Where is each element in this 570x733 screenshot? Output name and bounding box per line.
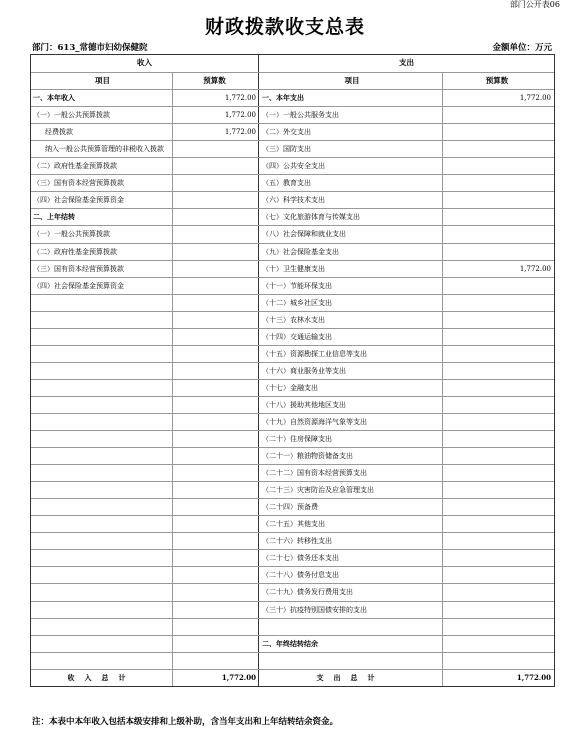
income-budget-cell: 1,772.00 [173, 124, 259, 140]
expense-budget-cell [443, 465, 554, 481]
income-item-cell: （二）政府性基金预算拨款 [31, 158, 173, 174]
income-item-cell [31, 567, 173, 583]
income-item-cell: 二、上年结转 [31, 209, 173, 225]
income-budget-cell [173, 261, 259, 277]
table-row [31, 277, 554, 294]
expense-budget-cell [443, 278, 554, 294]
table-row [31, 566, 554, 583]
expense-item-cell [259, 653, 443, 669]
table-row [31, 345, 554, 362]
expense-budget-cell [443, 431, 554, 447]
income-item-cell [31, 482, 173, 498]
expense-budget-cell [443, 124, 554, 140]
table-row [31, 498, 554, 515]
income-budget-header: 预算数 [173, 73, 259, 89]
expense-budget-cell [443, 653, 554, 669]
income-budget-cell [173, 312, 259, 328]
expense-budget-cell [443, 482, 554, 498]
table-row [31, 311, 554, 328]
expense-item-cell: （四）公共安全支出 [259, 158, 443, 174]
income-item-cell: （一）一般公共预算拨款 [31, 107, 173, 123]
expense-budget-cell [443, 192, 554, 208]
column-header-row [31, 72, 554, 89]
table-row [31, 208, 554, 225]
expense-item-cell: （二十）住房保障支出 [259, 431, 443, 447]
expense-item-cell: （二十五）其他支出 [259, 516, 443, 532]
expense-item-cell: 一、本年支出 [259, 90, 443, 106]
expense-item-cell: （十三）农林水支出 [259, 312, 443, 328]
expense-budget-cell [443, 363, 554, 379]
table-row [31, 191, 554, 208]
income-item-cell [31, 602, 173, 618]
expense-item-cell: （十四）交通运输支出 [259, 329, 443, 345]
income-item-cell: （三）国有资本经营预算拨款 [31, 261, 173, 277]
income-item-cell [31, 363, 173, 379]
expense-item-cell: （十五）资源勘探工业信息等支出 [259, 346, 443, 362]
table-row [31, 515, 554, 532]
expense-item-cell: （十八）援助其他地区支出 [259, 397, 443, 413]
expense-budget-cell: 1,772.00 [519, 264, 551, 273]
expense-item-cell: （二十六）转移性支出 [259, 533, 443, 549]
table-row [31, 328, 554, 345]
table-row [31, 123, 554, 140]
income-total-label: 收入总计 [31, 670, 173, 686]
expense-item-header: 项目 [259, 73, 443, 89]
expense-budget-cell [443, 533, 554, 549]
expense-item-cell: （一）一般公共服务支出 [259, 107, 443, 123]
income-item-cell [31, 397, 173, 413]
expense-item-cell: （二十三）灾害防治及应急管理支出 [259, 482, 443, 498]
income-item-cell [31, 414, 173, 430]
table-row [31, 140, 554, 157]
expense-budget-cell [443, 226, 554, 242]
expense-budget-cell [443, 567, 554, 583]
income-budget-cell [173, 175, 259, 191]
expense-item-cell: 二、年终结转结余 [259, 636, 443, 652]
income-item-header: 项目 [31, 73, 173, 89]
income-item-cell [31, 295, 173, 311]
income-budget-cell [173, 550, 259, 566]
expense-item-cell: （二十七）债务还本支出 [259, 550, 443, 566]
income-item-cell: 经费拨款 [31, 124, 173, 140]
expense-item-cell: （二十八）债务付息支出 [259, 567, 443, 583]
expense-group-header: 支出 [399, 58, 414, 67]
income-budget-cell [173, 397, 259, 413]
table-row [31, 601, 554, 618]
expense-budget-cell [443, 414, 554, 430]
income-budget-cell [173, 636, 259, 652]
expense-budget-cell [443, 209, 554, 225]
expense-budget-cell [443, 141, 554, 157]
table-row [31, 464, 554, 481]
expense-budget-cell [443, 584, 554, 600]
income-budget-cell [173, 363, 259, 379]
expense-item-cell: （十二）城乡社区支出 [259, 295, 443, 311]
income-total-value: 1,772.00 [173, 670, 259, 686]
expense-budget-header: 预算数 [485, 76, 509, 86]
table-row [31, 635, 554, 652]
income-budget-cell [173, 499, 259, 515]
expense-total-value: 1,772.00 [516, 672, 551, 682]
income-budget-cell [173, 226, 259, 242]
table-row [31, 362, 554, 379]
department-label: 部门：613_常德市妇幼保健院 [32, 43, 148, 53]
income-item-cell [31, 312, 173, 328]
income-item-cell [31, 550, 173, 566]
income-budget-cell [173, 533, 259, 549]
income-budget-cell [173, 158, 259, 174]
income-item-cell [31, 380, 173, 396]
expense-item-cell: （十六）商业服务业等支出 [259, 363, 443, 379]
table-row [31, 652, 554, 669]
income-budget-cell [173, 141, 259, 157]
income-budget-cell [173, 380, 259, 396]
expense-budget-cell [443, 295, 554, 311]
expense-budget-cell [443, 329, 554, 345]
income-budget-cell [173, 414, 259, 430]
income-budget-cell [173, 244, 259, 260]
income-item-cell: （四）社会保险基金预算资金 [31, 278, 173, 294]
income-item-cell [31, 653, 173, 669]
income-budget-cell [173, 192, 259, 208]
income-budget-cell [173, 584, 259, 600]
income-item-cell [31, 516, 173, 532]
table-row [31, 294, 554, 311]
income-item-cell [31, 329, 173, 345]
unit-label: 金额单位：万元 [492, 43, 552, 53]
table-row [31, 583, 554, 600]
table-row [31, 157, 554, 174]
table-row [31, 413, 554, 430]
expense-budget-cell [443, 499, 554, 515]
table-row [31, 260, 554, 277]
expense-item-cell: （九）社会保险基金支出 [259, 244, 443, 260]
income-budget-cell [173, 516, 259, 532]
expense-budget-cell [443, 107, 554, 123]
income-budget-cell [173, 465, 259, 481]
income-group-header: 收入 [31, 55, 259, 72]
expense-item-cell: （三十）抗疫特别国债安排的支出 [259, 602, 443, 618]
income-item-cell: 纳入一般公共预算管理的非税收入拨款 [31, 141, 173, 157]
income-budget-cell [173, 346, 259, 362]
expense-item-cell: （六）科学技术支出 [259, 192, 443, 208]
expense-item-cell: （十一）节能环保支出 [259, 278, 443, 294]
expense-item-cell: （二十九）债务发行费用支出 [259, 584, 443, 600]
income-item-cell [31, 448, 173, 464]
income-budget-cell [173, 619, 259, 635]
budget-table [30, 54, 555, 687]
expense-budget-cell [443, 636, 554, 652]
income-item-cell [31, 636, 173, 652]
income-budget-cell: 1,772.00 [173, 90, 259, 106]
income-budget-cell [173, 295, 259, 311]
income-item-cell [31, 619, 173, 635]
expense-item-cell: （二十一）粮油物资储备支出 [259, 448, 443, 464]
expense-budget-cell [443, 312, 554, 328]
income-item-cell [31, 584, 173, 600]
table-row [31, 89, 554, 106]
income-item-cell [31, 465, 173, 481]
table-row [31, 618, 554, 635]
income-item-cell: （二）政府性基金预算拨款 [31, 244, 173, 260]
table-number-tag: 部门公开表06 [509, 0, 560, 9]
table-row [31, 430, 554, 447]
expense-budget-cell [443, 602, 554, 618]
table-row [31, 106, 554, 123]
expense-item-cell: （二十四）预备费 [259, 499, 443, 515]
expense-budget-cell: 1,772.00 [519, 94, 551, 103]
expense-item-cell: （八）社会保障和就业支出 [259, 226, 443, 242]
income-item-cell: （四）社会保险基金预算资金 [31, 192, 173, 208]
income-budget-cell [173, 209, 259, 225]
table-row [31, 396, 554, 413]
expense-item-cell: （五）教育支出 [259, 175, 443, 191]
table-row [31, 481, 554, 498]
income-item-cell: （三）国有资本经营预算拨款 [31, 175, 173, 191]
table-row [31, 532, 554, 549]
expense-budget-cell [443, 380, 554, 396]
page-title: 财政拨款收支总表 [204, 16, 365, 38]
expense-item-cell: （二十二）国有资本经营预算支出 [259, 465, 443, 481]
income-item-cell [31, 499, 173, 515]
expense-item-cell: （三）国防支出 [259, 141, 443, 157]
income-budget-cell [173, 602, 259, 618]
expense-budget-cell [443, 516, 554, 532]
expense-total-label: 支出总计 [259, 670, 443, 686]
expense-budget-cell [443, 397, 554, 413]
expense-item-cell: （十九）自然资源海洋气象等支出 [259, 414, 443, 430]
table-row [31, 225, 554, 242]
income-item-cell: （一）一般公共预算拨款 [31, 226, 173, 242]
income-item-cell [31, 533, 173, 549]
income-budget-cell [173, 278, 259, 294]
expense-item-cell [259, 619, 443, 635]
income-budget-cell [173, 653, 259, 669]
income-budget-cell [173, 567, 259, 583]
expense-item-cell: （十七）金融支出 [259, 380, 443, 396]
income-budget-cell [173, 448, 259, 464]
table-row [31, 379, 554, 396]
expense-item-cell: （十）卫生健康支出 [259, 261, 443, 277]
income-budget-cell [173, 431, 259, 447]
footnote: 注：本表中本年收入包括本级安排和上级补助，含当年支出和上年结转结余资金。 [32, 717, 339, 727]
income-budget-cell [173, 329, 259, 345]
group-header-row [31, 55, 554, 72]
expense-item-cell: （二）外交支出 [259, 124, 443, 140]
total-row [31, 669, 554, 686]
expense-budget-cell [443, 175, 554, 191]
income-budget-cell [173, 482, 259, 498]
income-item-cell [31, 431, 173, 447]
income-item-cell: 一、本年收入 [31, 90, 173, 106]
expense-item-cell: （七）文化旅游体育与传媒支出 [259, 209, 443, 225]
income-budget-cell: 1,772.00 [173, 107, 259, 123]
expense-budget-cell [443, 619, 554, 635]
table-row [31, 549, 554, 566]
expense-budget-cell [443, 158, 554, 174]
table-row [31, 447, 554, 464]
table-row [31, 174, 554, 191]
expense-budget-cell [443, 550, 554, 566]
income-item-cell [31, 346, 173, 362]
expense-budget-cell [443, 244, 554, 260]
table-row [31, 243, 554, 260]
expense-budget-cell [443, 346, 554, 362]
expense-budget-cell [443, 448, 554, 464]
